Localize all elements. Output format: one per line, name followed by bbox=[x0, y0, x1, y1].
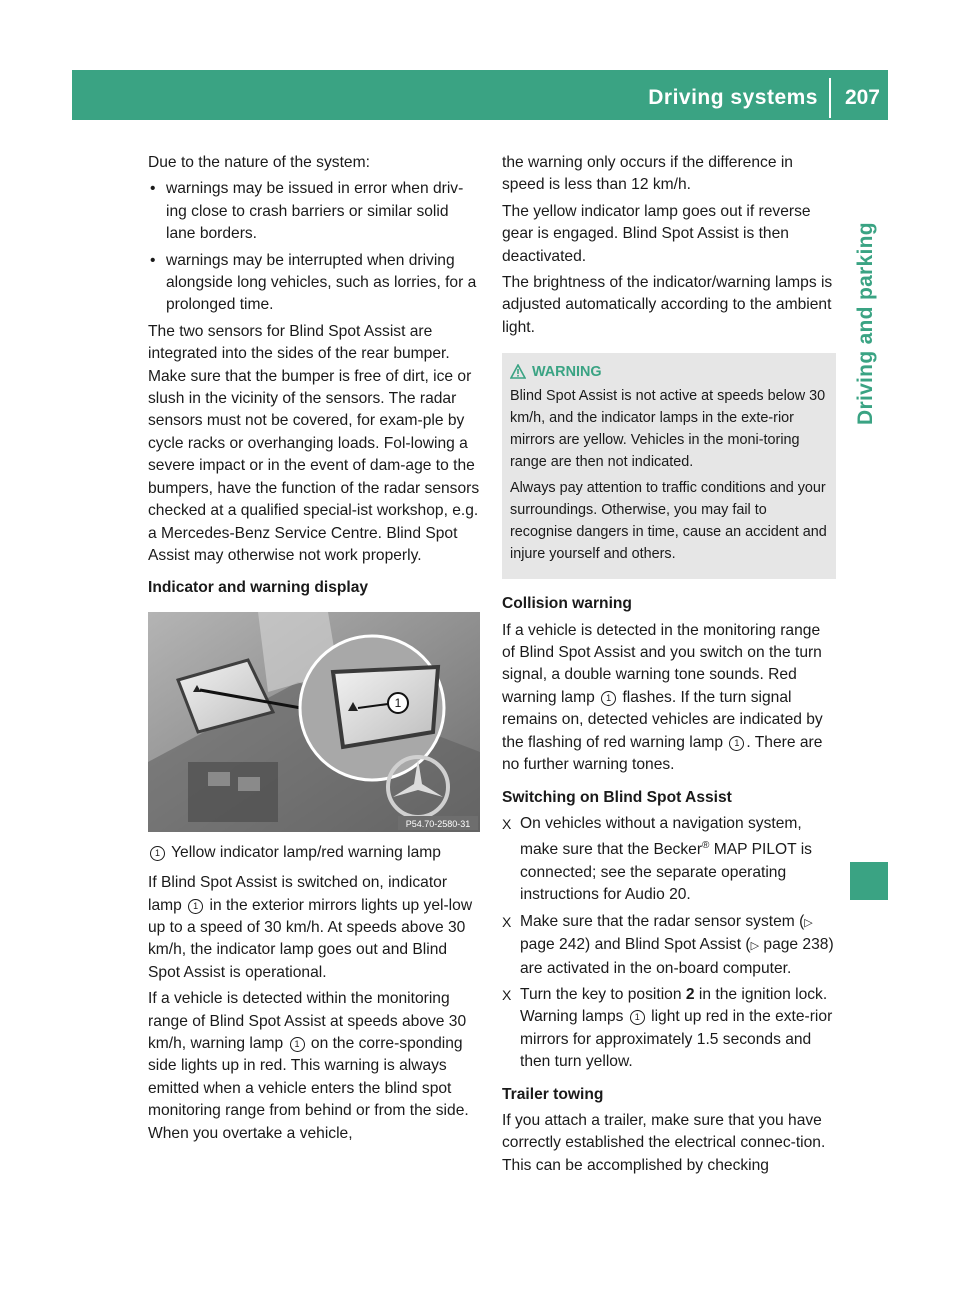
step1-text-b: MAP PILOT is connected; see the separate operating instructions for Audio 20. bbox=[520, 841, 812, 904]
step3-text-b: in the ignition lock. bbox=[698, 985, 828, 1003]
section-title: Driving systems bbox=[648, 86, 818, 109]
registered-mark: ® bbox=[702, 840, 710, 852]
header-separator bbox=[829, 78, 831, 118]
position-value: 2 bbox=[685, 985, 695, 1003]
warning-title: WARNING bbox=[532, 364, 602, 381]
callout-1-icon: 1 bbox=[150, 846, 165, 861]
step-arrow-icon: X bbox=[502, 913, 512, 930]
warning-text-2: Always pay attention to traffic conditions and your surroundings. Otherwise, you may fail to recognise dangers in time, cause an accident and injure yourself and others. bbox=[510, 480, 827, 563]
callout-1-icon: 1 bbox=[601, 691, 616, 706]
caption-text: Yellow indicator lamp/red warning lamp bbox=[171, 843, 441, 861]
callout-1-icon: 1 bbox=[290, 1037, 305, 1052]
step3-text-d: light up red in the exte-rior mirrors for approximately 1.5 seconds and then turn yellow. bbox=[520, 1008, 833, 1071]
collision-text-b: flashes. If the turn signal remains on, detected vehicles are indicated by the flashing of red warning lamp bbox=[502, 688, 823, 751]
step3-text-c: Warning lamps bbox=[520, 1008, 624, 1026]
header-bar bbox=[72, 70, 888, 120]
sensors-paragraph: The two sensors for Blind Spot Assist are integrated into the sides of the rear bumper. Make sure that the bumper is free of dirt, ice or slush in the vicinity of the sensors. The radar sensors must not be covered, for exam-ple by cycle racks or overhanging loads. Fol-lowing a severe impact or in the event of dam-age to the bumpers, have the function of the radar sensors checked at a qualified special-ist workshop, e.g. a Mercedes-Benz Service Centre. Blind Spot Assist may otherwise not work properly. bbox=[148, 322, 480, 564]
figure-callout: 1 bbox=[394, 695, 402, 710]
bullet-text: warnings may be issued in error when driv-ing close to crash barriers or similar solid lane borders. bbox=[166, 180, 464, 243]
heading-switching: Switching on Blind Spot Assist bbox=[502, 788, 732, 806]
step2-text-c: page 238) are activated in the on-board computer. bbox=[520, 936, 834, 977]
brightness-paragraph: The brightness of the indicator/warning lamps is adjusted automatically according to the ambient light. bbox=[502, 274, 833, 336]
mirror-figure bbox=[148, 612, 480, 832]
figure-code: P54.70-2580-31 bbox=[405, 818, 471, 829]
chapter-tab-marker bbox=[850, 862, 888, 900]
detected-text-b: on the corre-sponding side lights up in red. This warning is always emitted when a vehicle enters the blind spot monitoring range from behind or from the side. When you overtake a vehicle, bbox=[148, 1034, 469, 1142]
step-item bbox=[502, 813, 836, 907]
heading-indicator: Indicator and warning display bbox=[148, 579, 369, 597]
chapter-label-text: Driving and parking bbox=[854, 222, 877, 425]
callout-1-icon: 1 bbox=[630, 1010, 645, 1025]
switched-text-a: If Blind Spot Assist is switched on, indicator lamp bbox=[148, 874, 448, 914]
trailer-paragraph: If you attach a trailer, make sure that you have correctly established the electrical connec-tion. This can be accomplished by checking bbox=[502, 1111, 826, 1174]
heading-collision: Collision warning bbox=[502, 595, 632, 613]
right-column bbox=[502, 152, 836, 1181]
collision-paragraph bbox=[502, 620, 836, 777]
step-arrow-icon: X bbox=[502, 815, 512, 832]
step3-text-a: Turn the key to position bbox=[520, 985, 682, 1003]
warning-heading bbox=[510, 361, 828, 383]
page-ref-arrow-icon: ▷ bbox=[804, 916, 813, 929]
step-item bbox=[502, 984, 836, 1074]
collision-text-c: . There are no further warning tones. bbox=[502, 733, 823, 774]
speed-paragraph: the warning only occurs if the difference in speed is less than 12 km/h. bbox=[502, 154, 793, 194]
warning-triangle-icon bbox=[510, 364, 526, 379]
heading-trailer: Trailer towing bbox=[502, 1085, 604, 1103]
warning-box bbox=[502, 353, 836, 579]
step1-text-a: On vehicles without a navigation system, make sure that the Becker bbox=[520, 814, 802, 859]
left-column bbox=[148, 152, 482, 1149]
detected-paragraph bbox=[148, 988, 482, 1145]
warning-text-1: Blind Spot Assist is not active at speeds below 30 km/h, and the indicator lamps in the exte-rior mirrors are yellow. Vehicles in the moni-toring range are then not indicated. bbox=[510, 388, 826, 471]
bullet-icon: • bbox=[150, 251, 156, 269]
switched-on-paragraph bbox=[148, 872, 482, 984]
reverse-paragraph: The yellow indicator lamp goes out if reverse gear is engaged. Blind Spot Assist is then deactivated. bbox=[502, 202, 811, 265]
switched-text-b: in the exterior mirrors lights up yel-low up to a speed of 30 km/h. At speeds above 30 km/h, the indicator lamp goes out and Blind Spot Assist is operational. bbox=[148, 896, 473, 981]
step-arrow-icon: X bbox=[502, 986, 512, 1003]
collision-text-a: If a vehicle is detected in the monitoring range of Blind Spot Assist and you switch on the turn signal, a double warning tone sounds. Red warning lamp bbox=[502, 621, 822, 706]
intro-text: Due to the nature of the system: bbox=[148, 154, 370, 171]
step-item bbox=[502, 911, 836, 980]
bullet-icon: • bbox=[150, 180, 156, 198]
detected-text-a: If a vehicle is detected within the monitoring range of Blind Spot Assist at speeds above 30 km/h, warning lamp bbox=[148, 990, 467, 1052]
bullet-item bbox=[148, 250, 482, 317]
step2-text-a: Make sure that the radar sensor system ( bbox=[520, 912, 805, 930]
mirror-illustration bbox=[148, 612, 480, 832]
bullet-text: warnings may be interrupted when driving alongside long vehicles, such as lorries, for a prolonged time. bbox=[166, 251, 477, 314]
callout-1-icon: 1 bbox=[729, 736, 744, 751]
bullet-item bbox=[148, 178, 482, 245]
callout-1-icon: 1 bbox=[188, 899, 203, 914]
step2-text-b: page 242) and Blind Spot Assist ( bbox=[520, 936, 751, 954]
page-ref-arrow-icon: ▷ bbox=[750, 940, 760, 953]
figure-caption bbox=[148, 842, 482, 864]
page-number: 207 bbox=[844, 86, 880, 109]
